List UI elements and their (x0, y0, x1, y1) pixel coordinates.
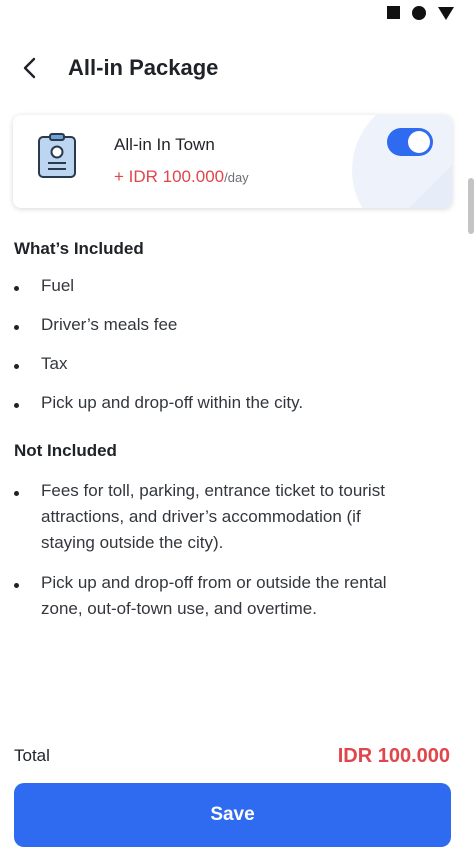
list-item: Tax (14, 351, 414, 377)
list-item: Pick up and drop-off within the city. (14, 390, 414, 416)
list-item: Fuel (14, 273, 414, 299)
total-value: IDR 100.000 (337, 745, 450, 767)
toggle-knob (408, 131, 430, 153)
package-name: All-in In Town (114, 135, 215, 154)
package-card[interactable] (13, 115, 452, 208)
package-price: + IDR 100.000 (114, 167, 225, 186)
package-toggle[interactable] (387, 128, 433, 156)
included-list (14, 273, 414, 429)
scrollbar[interactable] (468, 178, 474, 234)
header (0, 44, 474, 92)
included-title: What’s Included (14, 239, 144, 258)
not-included-title: Not Included (14, 441, 117, 460)
back-arrow-icon[interactable] (16, 54, 44, 82)
package-price-unit: /day (224, 170, 249, 185)
page-title: All-in Package (68, 55, 219, 80)
list-item: Fees for toll, parking, entrance ticket to tourist attractions, and driver’s accommodation (if staying outside the city). (14, 478, 394, 556)
not-included-list (14, 478, 394, 636)
list-item: Pick up and drop-off from or outside the rental zone, out-of-town use, and overtime. (14, 570, 394, 622)
list-item: Driver’s meals fee (14, 312, 414, 338)
save-button[interactable]: Save (14, 783, 451, 847)
home-icon (412, 6, 426, 20)
recents-icon (387, 6, 400, 19)
card-decoration (332, 115, 452, 208)
total-label: Total (14, 746, 50, 765)
back-nav-icon (438, 7, 454, 20)
status-bar (0, 0, 474, 24)
clipboard-icon (37, 133, 77, 179)
package-price-row (114, 166, 249, 189)
